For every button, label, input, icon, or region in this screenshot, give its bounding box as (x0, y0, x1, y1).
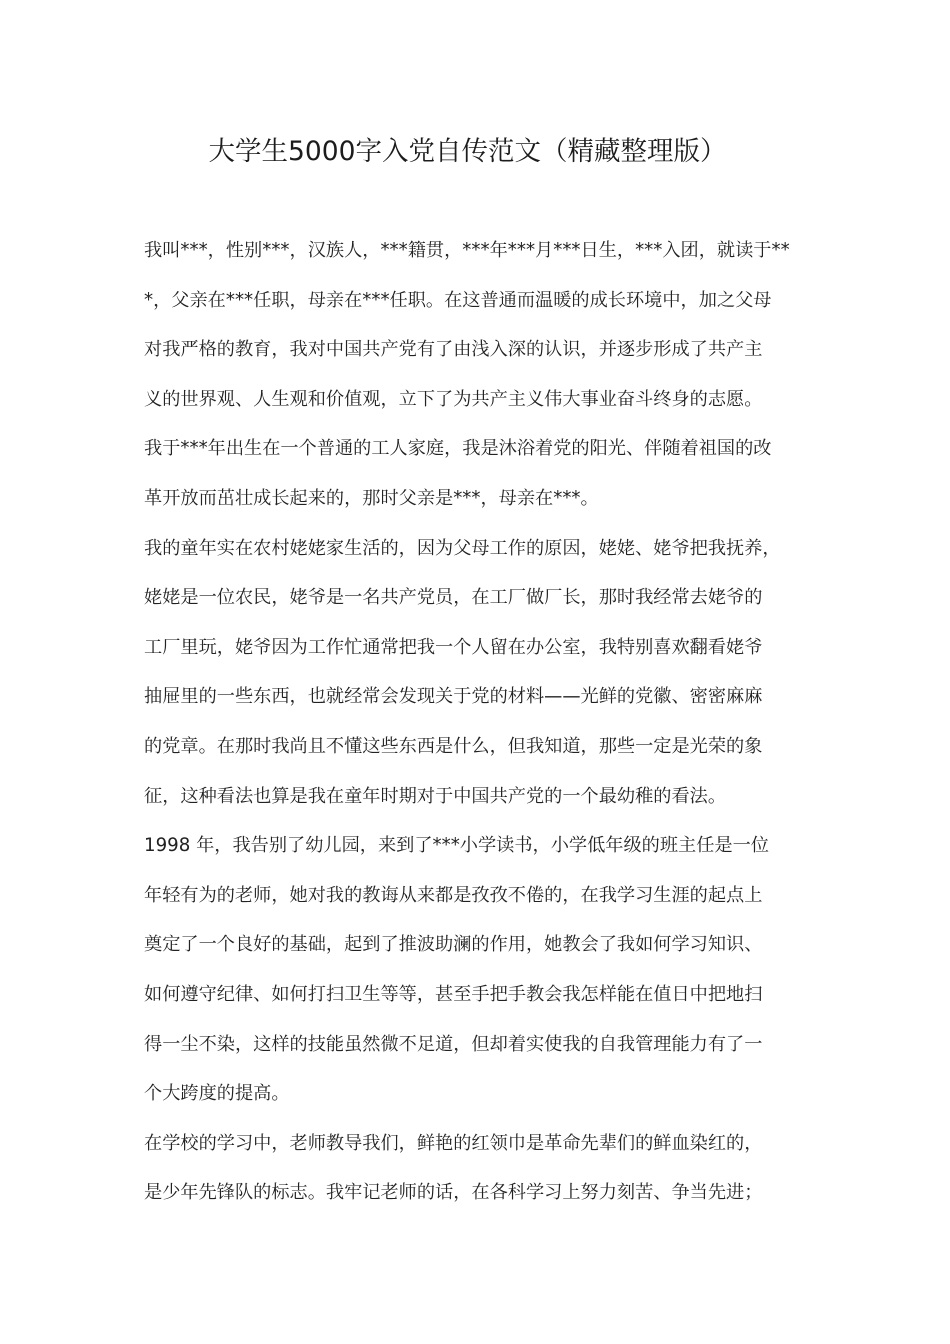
body-line: 姥姥是一位农民，姥爷是一名共产党员，在工厂做厂长，那时我经常去姥爷的 (144, 587, 763, 609)
body-line: 对我严格的教育，我对中国共产党有了由浅入深的认识，并逐步形成了共产主 (144, 339, 763, 361)
body-line: 如何遵守纪律、如何打扫卫生等等，甚至手把手教会我怎样能在值日中把地扫 (144, 983, 763, 1005)
document-body (144, 226, 812, 1218)
body-line: 奠定了一个良好的基础，起到了推波助澜的作用，她教会了我如何学习知识、 (144, 934, 763, 956)
body-line: 年轻有为的老师，她对我的教诲从来都是孜孜不倦的，在我学习生涯的起点上 (144, 884, 763, 906)
body-line: 我叫***，性别***，汉族人，***籍贯，***年***月***日生，***入团，就读于** (144, 240, 790, 261)
body-line: 得一尘不染，这样的技能虽然微不足道，但却着实使我的自我管理能力有了一 (144, 1033, 763, 1055)
body-line: 的党章。在那时我尚且不懂这些东西是什么，但我知道，那些一定是光荣的象 (144, 735, 763, 757)
body-line: 个大跨度的提高。 (144, 1083, 290, 1105)
body-line: 征，这种看法也算是我在童年时期对于中国共产党的一个最幼稚的看法。 (144, 785, 727, 807)
body-line: 我于***年出生在一个普通的工人家庭，我是沐浴着党的阳光、伴随着祖国的改 (144, 438, 772, 460)
body-line: 1998 年，我告别了幼儿园，来到了***小学读书，小学低年级的班主任是一位 (144, 835, 769, 857)
body-line: 抽屉里的一些东西，也就经常会发现关于党的材料——光鲜的党徽、密密麻麻 (144, 686, 763, 708)
document-title: 大学生5000字入党自传范文（精藏整理版） (208, 136, 727, 167)
body-line: *，父亲在***任职，母亲在***任职。在这普通而温暖的成长环境中，加之父母 (144, 289, 772, 311)
body-line: 我的童年实在农村姥姥家生活的，因为父母工作的原因，姥姥、姥爷把我抚养， (144, 537, 781, 559)
body-line: 工厂里玩，姥爷因为工作忙通常把我一个人留在办公室，我特别喜欢翻看姥爷 (144, 636, 763, 658)
body-line: 义的世界观、人生观和价值观，立下了为共产主义伟大事业奋斗终身的志愿。 (144, 388, 763, 410)
body-line: 在学校的学习中，老师教导我们，鲜艳的红领巾是革命先辈们的鲜血染红的， (144, 1132, 763, 1154)
body-line: 革开放而茁壮成长起来的，那时父亲是***，母亲在***。 (144, 487, 599, 509)
body-line: 是少年先锋队的标志。我牢记老师的话，在各科学习上努力刻苦、争当先进； (144, 1182, 763, 1204)
